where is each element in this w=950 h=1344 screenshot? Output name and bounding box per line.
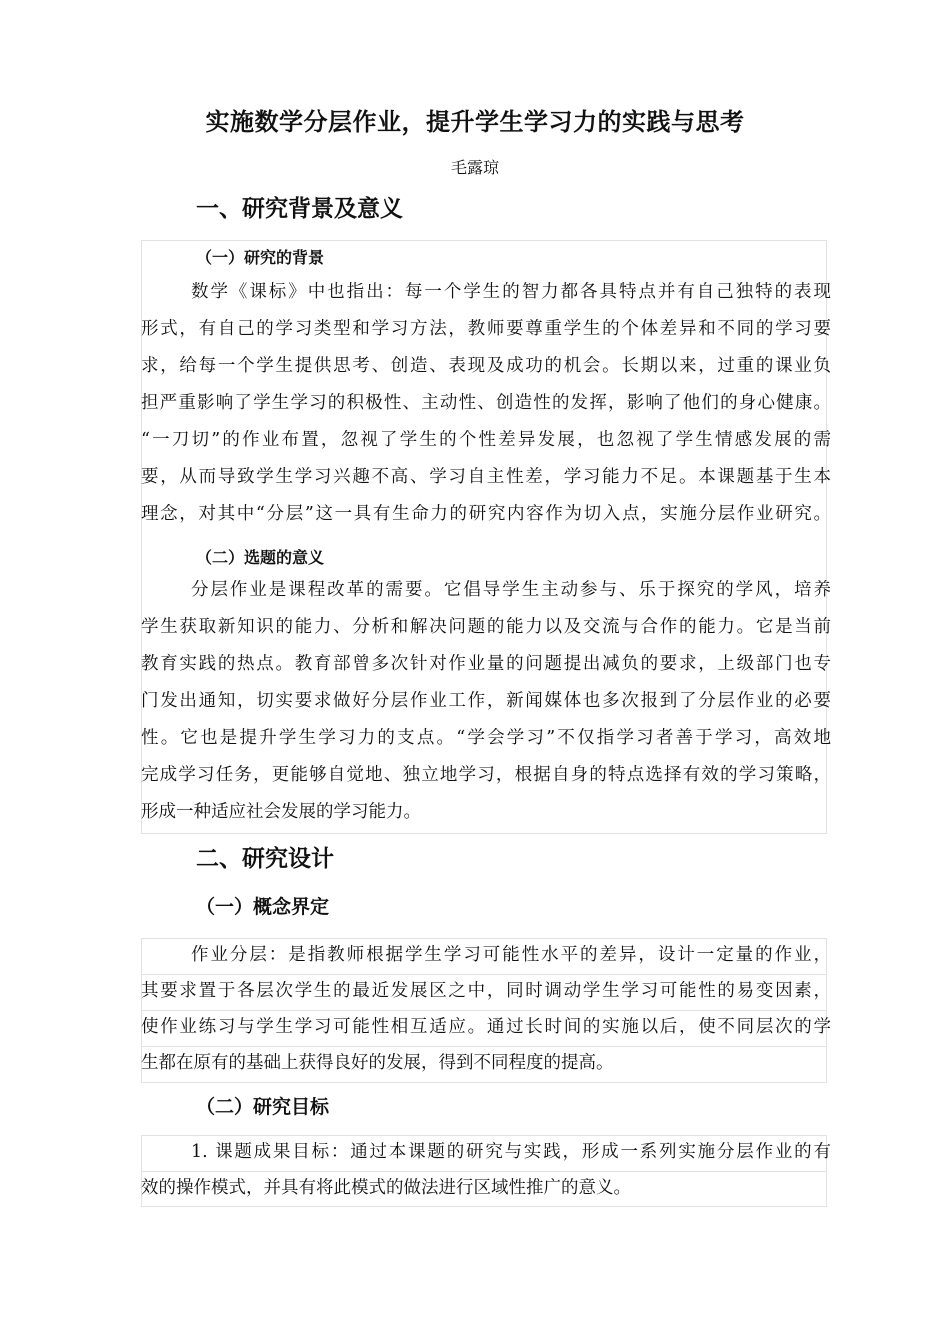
paragraph-line: 求，给每一个学生提供思考、创造、表现及成功的机会。长期以来，过重的课业负 bbox=[141, 356, 831, 376]
paragraph-line: 效的操作模式，并具有将此模式的做法进行区域性推广的意义。 bbox=[141, 1178, 631, 1198]
subsection-goals-heading: （二）研究目标 bbox=[196, 1096, 330, 1118]
paragraph-line: 担严重影响了学生学习的积极性、主动性、创造性的发挥，影响了他们的身心健康。 bbox=[141, 393, 831, 413]
paragraph-line: 要，从而导致学生学习兴趣不高、学习自主性差，学习能力不足。本课题基于生本 bbox=[141, 467, 831, 487]
paragraph-line: 理念，对其中“分层”这一具有生命力的研究内容作为切入点，实施分层作业研究。 bbox=[141, 504, 831, 524]
subsection-background-heading: （一）研究的背景 bbox=[196, 248, 325, 267]
paragraph-line: 形式，有自己的学习类型和学习方法，教师要尊重学生的个体差异和不同的学习要 bbox=[141, 319, 831, 339]
document-title: 实施数学分层作业，提升学生学习力的实践与思考 bbox=[205, 108, 745, 136]
paragraph-line: 学生获取新知识的能力、分析和解决问题的能力以及交流与合作的能力。它是当前 bbox=[141, 617, 831, 637]
section-1-heading: 一、研究背景及意义 bbox=[196, 196, 403, 222]
subsection-concept-heading: （一）概念界定 bbox=[196, 896, 330, 918]
paragraph-line: 生都在原有的基础上获得良好的发展，得到不同程度的提高。 bbox=[141, 1053, 614, 1073]
paragraph-line: 教育实践的热点。教育部曾多次针对作业量的问题提出减负的要求，上级部门也专 bbox=[141, 654, 831, 674]
paragraph-line: 形成一种适应社会发展的学习能力。 bbox=[141, 802, 421, 822]
paragraph-line: 性。它也是提升学生学习力的支点。“学会学习”不仅指学习者善于学习，高效地 bbox=[141, 728, 831, 748]
paragraph-line: 分层作业是课程改革的需要。它倡导学生主动参与、乐于探究的学风，培养 bbox=[191, 580, 831, 600]
paragraph-line: 使作业练习与学生学习可能性相互适应。通过长时间的实施以后，使不同层次的学 bbox=[141, 1017, 831, 1037]
section-2-heading: 二、研究设计 bbox=[196, 846, 334, 872]
paragraph-line: 门发出通知，切实要求做好分层作业工作，新闻媒体也多次报到了分层作业的必要 bbox=[141, 691, 831, 711]
paragraph-line: 作业分层：是指教师根据学生学习可能性水平的差异，设计一定量的作业， bbox=[191, 945, 831, 965]
author-name: 毛露琼 bbox=[450, 158, 499, 177]
paragraph-line: 数学《课标》中也指出：每一个学生的智力都各具特点并有自己独特的表现 bbox=[191, 282, 831, 302]
paragraph-line: 其要求置于各层次学生的最近发展区之中，同时调动学生学习可能性的易变因素， bbox=[141, 981, 831, 1001]
paragraph-line: 完成学习任务，更能够自觉地、独立地学习，根据自身的特点选择有效的学习策略， bbox=[141, 765, 831, 785]
subsection-significance-heading: （二）选题的意义 bbox=[196, 548, 325, 567]
paragraph-line: 1. 课题成果目标：通过本课题的研究与实践，形成一系列实施分层作业的有 bbox=[191, 1142, 831, 1162]
paragraph-line: “一刀切”的作业布置，忽视了学生的个性差异发展，也忽视了学生情感发展的需 bbox=[141, 430, 831, 450]
